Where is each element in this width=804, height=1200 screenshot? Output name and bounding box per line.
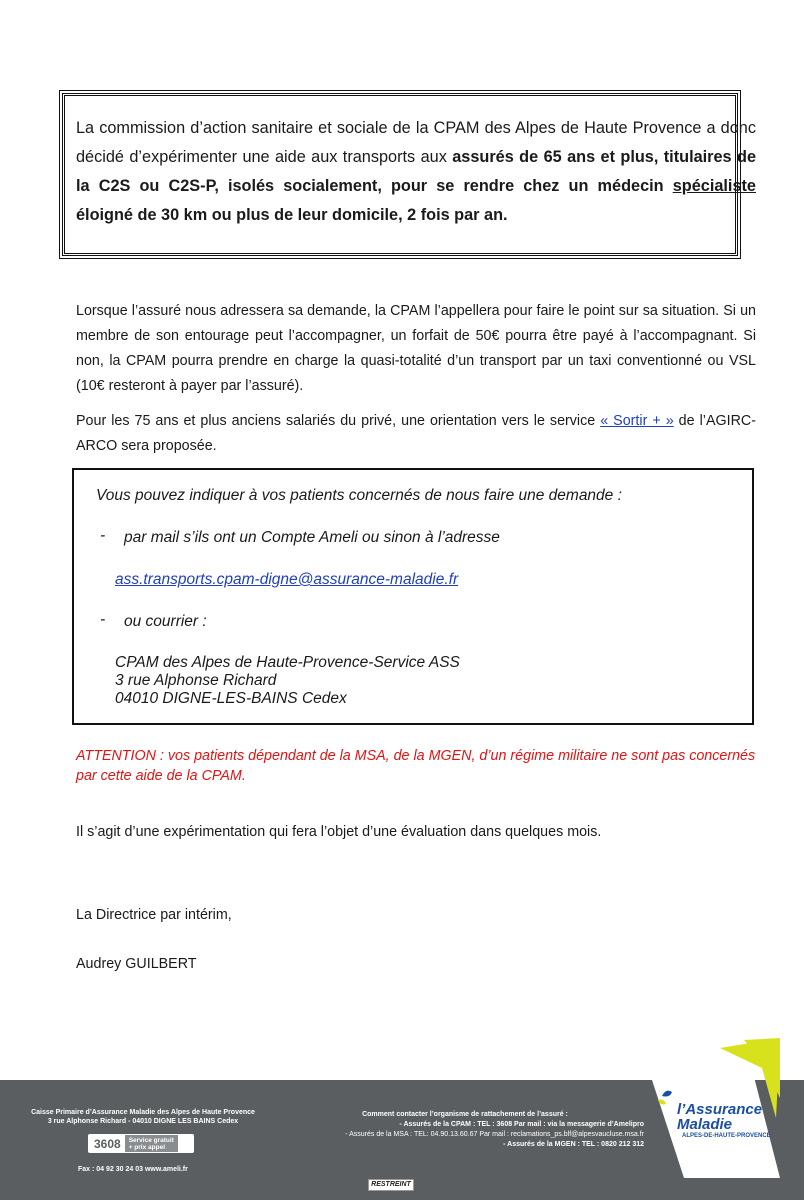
instructions-intro: Vous pouvez indiquer à vos patients concernés de nous faire une demande : xyxy=(96,487,622,504)
address-line: CPAM des Alpes de Haute-Provence-Service ASS xyxy=(115,654,460,671)
attention-notice: ATTENTION : vos patients dépendant de la MSA, de la MGEN, d’un régime militaire ne sont pas concernés par cette aide de la CPAM. xyxy=(76,748,756,784)
instructions-item-mail-post: ou courrier : xyxy=(124,613,207,630)
bullet-dash: - xyxy=(100,611,106,628)
restricted-stamp: RESTREINT xyxy=(368,1179,414,1191)
footer-fax: Fax : 04 92 30 24 03 www.ameli.fr xyxy=(78,1166,188,1173)
phone-number: 3608 xyxy=(94,1136,121,1151)
address-line: 3 rue Alphonse Richard xyxy=(115,672,277,689)
footer-contacts-heading: Comment contacter l’organisme de rattachement de l’assuré : xyxy=(362,1111,568,1118)
paragraph-sortir: Pour les 75 ans et plus anciens salariés du privé, une orientation vers le service « Sortir + » de l’AGIRC-ARCO sera proposée. xyxy=(76,413,756,454)
address-line: 04010 DIGNE-LES-BAINS Cedex xyxy=(115,690,347,707)
footer-org-name: Caisse Primaire d’Assurance Maladie des Alpes de Haute Provence xyxy=(31,1109,255,1116)
highlight-text-bold: assurés de 65 ans et plus, titulaires de la C2S ou C2S-P, isolés socialement, pour se rendre chez un médecin xyxy=(76,148,757,195)
footer-contact-msa: - Assurés de la MSA : TEL: 04.90.13.60.67 Par mail : reclamations_ps.blf@alpesvaucluse.msa.fr xyxy=(345,1131,644,1138)
footer-contacts xyxy=(286,1110,644,1150)
experiment-note: Il s’agit d’une expérimentation qui fera l’objet d’une évaluation dans quelques mois. xyxy=(76,824,602,840)
instructions-item-mail: par mail s’ils ont un Compte Ameli ou sinon à l’adresse xyxy=(124,529,500,546)
bullet-dash: - xyxy=(100,527,106,544)
highlight-text-intro: La commission d’action sanitaire et sociale de la CPAM des Alpes de Haute Provence a donc décidé d’expérimenter une aide aux transports aux xyxy=(76,119,756,166)
signature-name: Audrey GUILBERT xyxy=(76,956,197,972)
email-link[interactable]: ass.transports.cpam-digne@assurance-maladie.fr xyxy=(115,571,459,588)
logo-text-line2: Maladie xyxy=(677,1116,733,1133)
signature-role: La Directrice par intérim, xyxy=(76,907,232,923)
footer-contact-mgen: - Assurés de la MGEN : TEL : 0820 212 312 xyxy=(503,1141,644,1148)
highlight-text-bold-end: éloigné de 30 km ou plus de leur domicile, 2 fois par an. xyxy=(76,206,508,224)
footer-contact-cpam: - Assurés de la CPAM : TEL : 3608 Par mail : via la messagerie d’Amelipro xyxy=(399,1121,644,1128)
logo-text-line1: l’Assurance xyxy=(677,1101,763,1118)
highlight-text xyxy=(76,114,756,230)
paragraph-request: Lorsque l’assuré nous adressera sa demande, la CPAM l’appellera pour faire le point sur sa situation. Si un membre de son entourage peut l’accompagner, un forfait de 50€ pourra être payé à l’accompagnant. Si non, la CPAM pourra prendre en charge la quasi-totalité d’un transport par un taxi conventionné ou VSL (10€ resteront à payer par l’assuré). xyxy=(76,303,756,394)
highlight-text-underlined: spécialiste xyxy=(672,177,756,195)
sortir-plus-link[interactable]: « Sortir + » xyxy=(600,413,674,429)
footer-org xyxy=(18,1108,268,1126)
phone-3608-badge xyxy=(88,1134,194,1153)
footer-org-address: 3 rue Alphonse Richard - 04010 DIGNE LES BAINS Cedex xyxy=(47,1118,239,1125)
logo-text-line3: ALPES-DE-HAUTE-PROVENCE xyxy=(682,1133,771,1139)
phone-service-label: Service gratuit + prix appel xyxy=(125,1135,178,1152)
